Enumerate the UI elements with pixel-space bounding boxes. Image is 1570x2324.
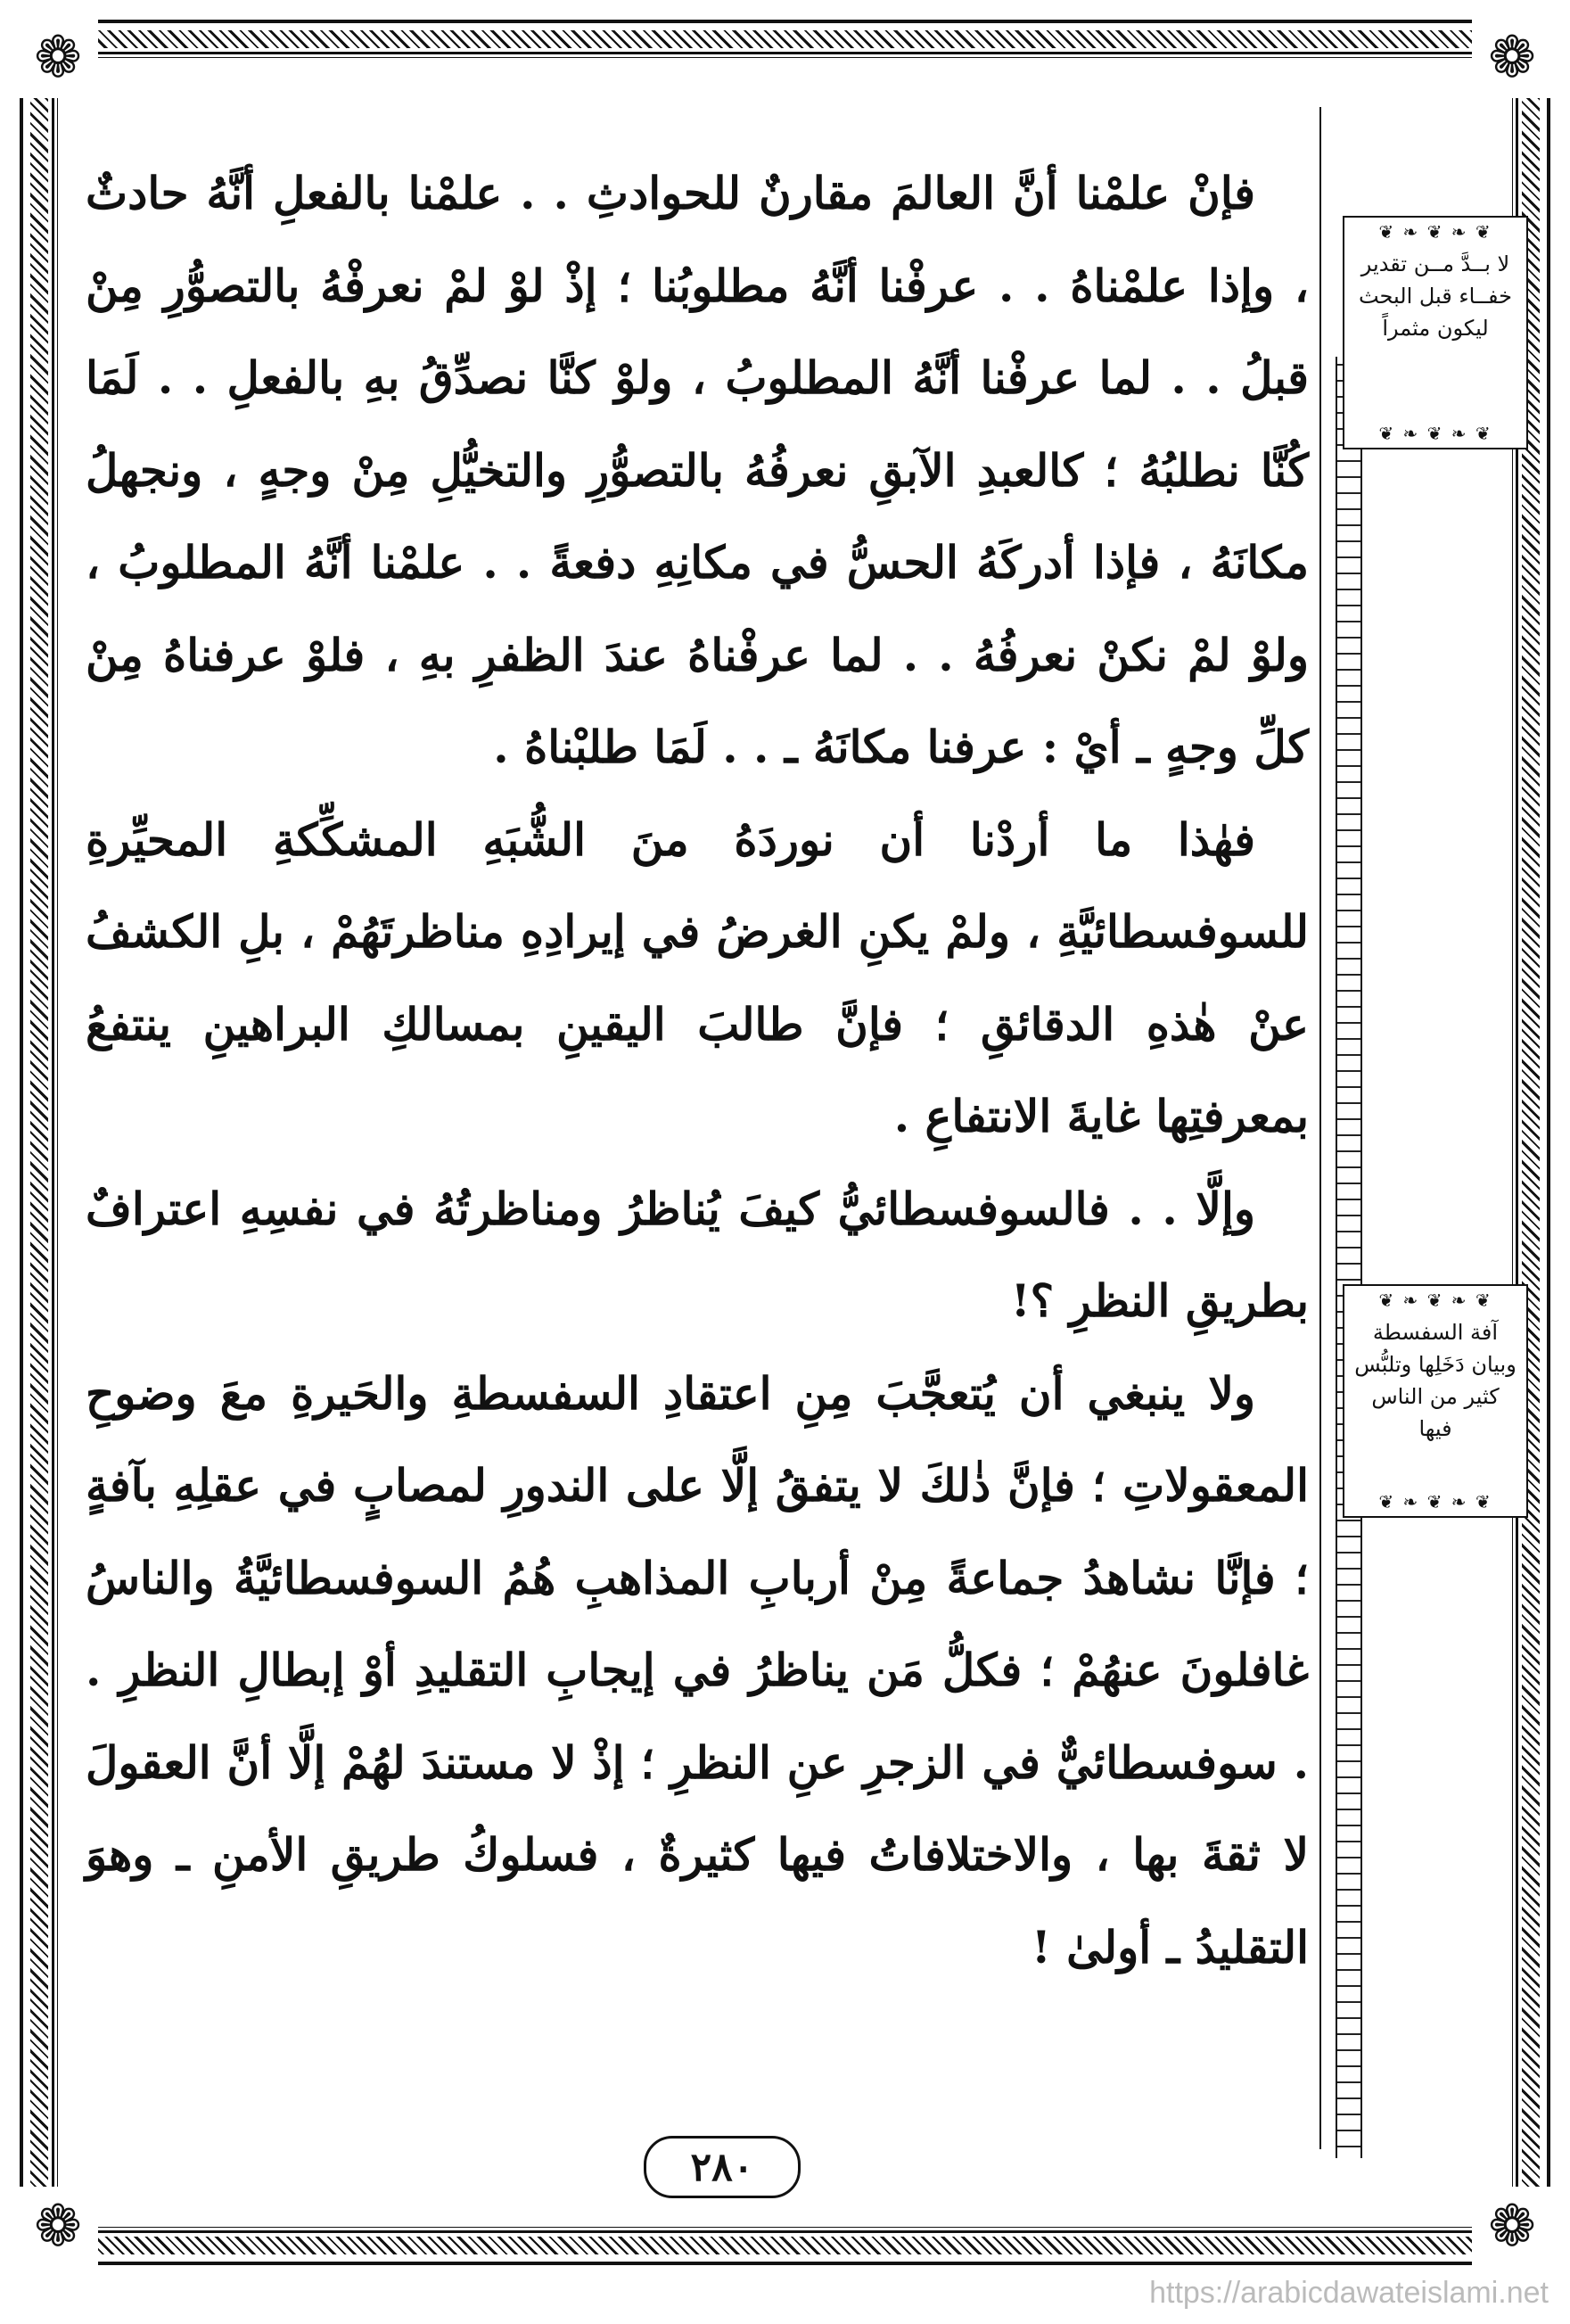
corner-ornament-icon: ❁ xyxy=(1472,2187,1552,2267)
corner-ornament-icon: ❁ xyxy=(18,2187,98,2267)
margin-ornament-rail xyxy=(1336,357,1362,2158)
watermark-url: https://arabicdawateislami.net xyxy=(1149,2276,1549,2310)
paragraph: فهٰذا ما أردْنا أن نوردَهُ منَ الشُّبَهِ المشكِّكةِ المحيِّرةِ للسوفسطائيَّةِ ، ولمْ يكنِ الغرضُ في إيرادِهِ مناظرتَهُمْ ، بلِ الكشفُ عنْ هٰذهِ الدقائقِ ؛ فإنَّ طالبَ اليقينِ بمسالكِ البراهينِ ينتفعُ بمعرفتِها غايةَ الانتفاعِ . xyxy=(86,812,1309,1142)
paragraph: ولا ينبغي أن يُتعجَّبَ مِنِ اعتقادِ السفسطةِ والحَيرةِ معَ وضوحِ المعقولاتِ ؛ فإنَّ ذٰلكَ لا يتفقُ إلَّا على الندورِ لمصابٍ في عقلِهِ بآفةٍ ؛ فإنَّا نشاهدُ جماعةً مِنْ أربابِ المذاهبِ هُمُ السوفسطائيَّةُ والناسُ غافلونَ عنهُمْ ؛ فكلُّ مَن يناظرُ في إيجابِ التقليدِ أوْ إبطالِ النظرِ . . سوفسطائيٌّ في الزجرِ عنِ النظرِ ؛ إذْ لا مستندَ لهُمْ إلَّا أنَّ العقولَ لا ثقةَ بها ، والاختلافاتُ فيها كثيرةٌ ، فسلوكُ طريقِ الأمنِ ـ وهوَ التقليدُ ـ أولىٰ ! xyxy=(86,1366,1309,1974)
corner-ornament-icon: ❁ xyxy=(1472,18,1552,98)
paragraph: وإلَّا . . فالسوفسطائيُّ كيفَ يُناظرُ ومناظرتُهُ في نفسِهِ اعترافٌ بطريقِ النظرِ ؟! xyxy=(86,1182,1309,1327)
main-text xyxy=(86,147,1309,1993)
side-note: ❦ ❧ ❦ ❧ ❦ آفة السفسطة وبيان دَخَلِها وتلبُّس كثير من الناس فيها ❦ ❧ ❦ ❧ ❦ xyxy=(1343,1284,1528,1518)
corner-ornament-icon: ❁ xyxy=(18,18,98,98)
side-note: ❦ ❧ ❦ ❧ ❦ لا بــدَّ مــن تقدير خفــاء قبل البحث ليكون مثمراً ❦ ❧ ❦ ❧ ❦ xyxy=(1343,216,1528,449)
paragraph: فإنْ علمْنا أنَّ العالمَ مقارنٌ للحوادثِ . . علمْنا بالفعلِ أنَّهُ حادثٌ ، وإذا علمْناهُ . . عرفْنا أنَّهُ مطلوبُنا ؛ إذْ لوْ لمْ نعرفْهُ بالتصوُّرِ مِنْ قبلُ . . لما عرفْنا أنَّهُ المطلوبُ ، ولوْ كنَّا نصدِّقُ بهِ بالفعلِ . . لَمَا كُنَّا نطلبُهُ ؛ كالعبدِ الآبقِ نعرفُهُ بالتصوُّرِ والتخيُّلِ مِنْ وجهٍ ، ونجهلُ مكانَهُ ، فإذا أدركَهُ الحسُّ في مكانِهِ دفعةً . . علمْنا أنَّهُ المطلوبُ ، ولوْ لمْ نكنْ نعرفُهُ . . لما عرفْناهُ عندَ الظفرِ بهِ ، فلوْ عرفناهُ مِنْ كلِّ وجهٍ ـ أيْ : عرفنا مكانَهُ ـ . . لَمَا طلبْناهُ . xyxy=(86,167,1309,773)
page-number: ٢٨٠ xyxy=(644,2136,801,2198)
